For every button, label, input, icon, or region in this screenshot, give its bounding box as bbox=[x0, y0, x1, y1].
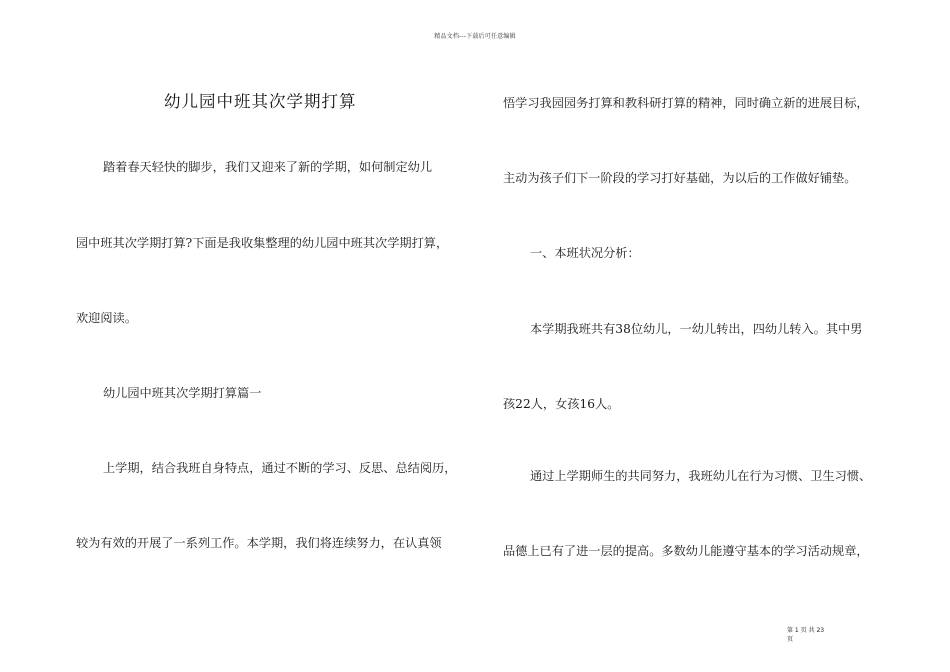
right-line-7: 品德上已有了进一层的提高。多数幼儿能遵守基本的学习活动规章， bbox=[503, 544, 869, 558]
right-line-2: 主动为孩子们下一阶段的学习打好基础，为以后的工作做好铺垫。 bbox=[503, 171, 857, 185]
left-line-2: 园中班其次学期打算?下面是我收集整理的幼儿园中班其次学期打算， bbox=[76, 236, 449, 250]
page-number-suffix: 页 bbox=[787, 636, 794, 643]
left-line-5: 上学期，结合我班自身特点，通过不断的学习、反思、总结阅历， bbox=[103, 461, 457, 475]
right-heading-1: 一、本班状况分析： bbox=[530, 246, 640, 260]
document-title: 幼儿园中班其次学期打算 bbox=[164, 92, 357, 111]
page-footer bbox=[787, 626, 847, 644]
right-line-4: 本学期我班共有38位幼儿，一幼儿转出，四幼儿转入。其中男 bbox=[530, 322, 863, 336]
right-line-5: 孩22人，女孩16人。 bbox=[503, 397, 620, 411]
header-note: 精品文档---下载后可任意编辑 bbox=[434, 33, 516, 40]
right-line-6: 通过上学期师生的共同努力，我班幼儿在行为习惯、卫生习惯、 bbox=[530, 469, 872, 483]
left-line-6: 较为有效的开展了一系列工作。本学期，我们将连续努力，在认真领 bbox=[76, 536, 442, 550]
right-line-1: 悟学习我园园务打算和教科研打算的精神，同时确立新的进展目标， bbox=[503, 96, 869, 110]
left-line-1: 踏着春天轻快的脚步，我们又迎来了新的学期，如何制定幼儿 bbox=[103, 160, 433, 174]
left-line-3: 欢迎阅读。 bbox=[76, 311, 137, 325]
section-heading: 幼儿园中班其次学期打算篇一 bbox=[103, 386, 262, 400]
page-number: 第 1 页 共 23 bbox=[787, 627, 825, 634]
